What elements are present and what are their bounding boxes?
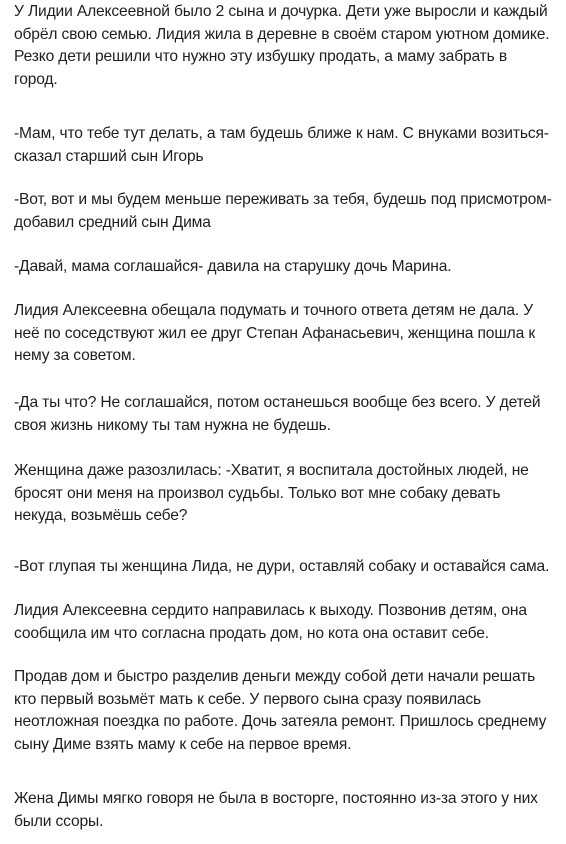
paragraph-line: город. — [14, 70, 58, 88]
paragraph-line: -Вот, вот и мы будем меньше переживать за тебя, будешь под присмотром- — [14, 191, 552, 208]
paragraph-line: -Вот глупая ты женщина Лида, не дури, оставляй собаку и оставайся сама. — [14, 558, 550, 575]
paragraph-line: Лидия Алексеевна сердито направилась к выходу. Позвонив детям, она — [14, 602, 527, 619]
paragraph-line: сказал старший сын Игорь — [14, 147, 204, 165]
paragraph-4 — [14, 256, 451, 279]
paragraph-line: неё по соседствуют жил ее друг Степан Афанасьевич, женщина пошла к — [14, 324, 536, 342]
paragraph-line: сыну Диме взять маму к себе на первое время. — [14, 735, 352, 753]
paragraph-7 — [14, 460, 529, 528]
paragraph-6 — [14, 392, 540, 437]
paragraph-11 — [14, 788, 538, 833]
paragraph-line: -Мам, что тебе тут делать, а там будешь ближе к нам. С внуками возиться- — [14, 125, 549, 142]
paragraph-1 — [14, 1, 549, 91]
paragraph-2 — [14, 123, 549, 168]
paragraph-line: были ссоры. — [14, 812, 104, 830]
paragraph-line: добавил средний сын Дима — [14, 213, 211, 231]
paragraph-line: кто первый возьмёт мать к себе. У первого сына сразу появилась — [14, 690, 482, 708]
paragraph-line: своя жизнь никому ты там нужна не будешь. — [14, 416, 331, 434]
paragraph-3 — [14, 189, 552, 234]
paragraph-line: некуда, возьмёшь себе? — [14, 507, 188, 524]
paragraph-8 — [14, 556, 549, 579]
paragraph-line: Жена Димы мягко говоря не была в восторге, постоянно из-за этого у них — [14, 790, 538, 807]
paragraph-line: обрёл свою семью. Лидия жила в деревне в своём старом уютном домике. — [14, 25, 550, 43]
paragraph-line: сообщила им что согласна продать дом, но кота она оставит себе. — [14, 624, 489, 642]
paragraph-line: -Да ты что? Не соглашайся, потом останешься вообще без всего. У детей — [14, 394, 541, 411]
paragraph-line: неотложная поездка по работе. Дочь затеяла ремонт. Пришлось среднему — [14, 713, 547, 730]
paragraph-line: бросят они меня на произвол судьбы. Только вот мне собаку девать — [14, 484, 501, 502]
paragraph-line: нему за советом. — [14, 347, 136, 364]
paragraph-10 — [14, 666, 546, 756]
paragraph-line: У Лидии Алексеевной было 2 сына и дочурка. Дети уже выросли и каждый — [14, 3, 548, 20]
paragraph-line: Лидия Алексеевна обещала подумать и точного ответа детям не дала. У — [14, 302, 533, 319]
paragraph-line: Продав дом и быстро разделив деньги между собой дети начали решать — [14, 668, 536, 685]
paragraph-9 — [14, 600, 527, 645]
paragraph-line: Женщина даже разозлилась: -Хватит, я воспитала достойных людей, не — [14, 462, 529, 479]
paragraph-line: -Давай, мама соглашайся- давила на старушку дочь Марина. — [14, 258, 452, 275]
paragraph-5 — [14, 300, 535, 368]
paragraph-line: Резко дети решили что нужно эту избушку продать, а маму забрать в — [14, 48, 507, 65]
